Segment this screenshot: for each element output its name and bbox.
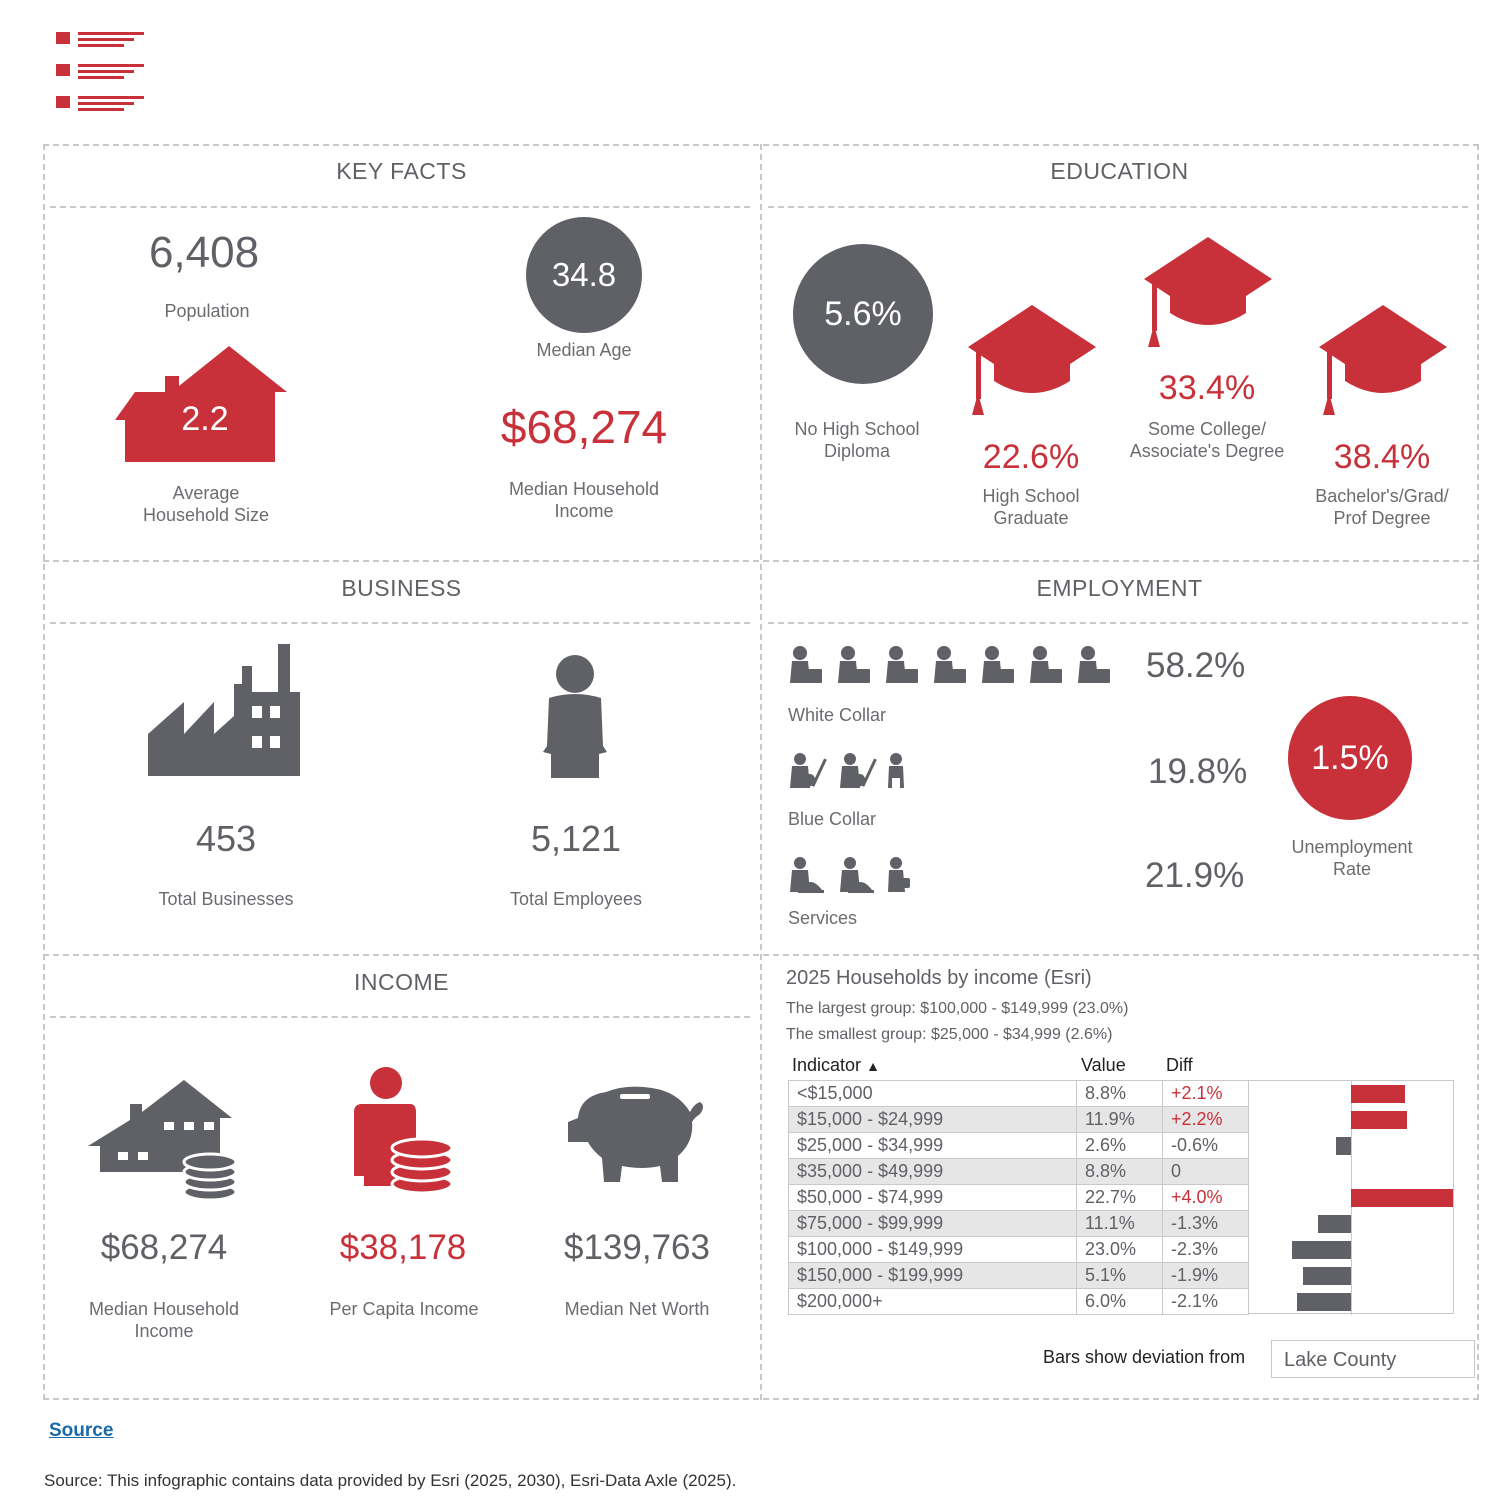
value-cell: 5.1% bbox=[1077, 1263, 1163, 1289]
diff-cell: +4.0% bbox=[1163, 1185, 1249, 1211]
white-collar-label: White Collar bbox=[788, 705, 887, 725]
diff-cell: -1.3% bbox=[1163, 1211, 1249, 1237]
avg-household-size-label-line2: Household Size bbox=[142, 505, 270, 525]
median-household-income-label-line1: Median Household bbox=[508, 479, 660, 499]
income-median-household-value: $68,274 bbox=[100, 1228, 228, 1267]
population-value: 6,408 bbox=[148, 228, 260, 277]
graduation-cap-icon bbox=[968, 305, 1096, 417]
bachelors-label-line2: Prof Degree bbox=[1333, 508, 1431, 528]
income-median-household-label-line2: Income bbox=[134, 1321, 194, 1341]
income-title: INCOME bbox=[354, 969, 449, 995]
key-facts-title-rule bbox=[50, 206, 750, 208]
diff-cell: -0.6% bbox=[1163, 1133, 1249, 1159]
indicator-cell: $50,000 - $74,999 bbox=[789, 1185, 1077, 1211]
graduation-cap-icon bbox=[1319, 305, 1447, 417]
value-cell: 8.8% bbox=[1077, 1159, 1163, 1185]
unemployment-label-line1: Unemployment bbox=[1291, 837, 1413, 857]
median-household-income-value: $68,274 bbox=[500, 401, 668, 453]
deviation-label: Bars show deviation from bbox=[1043, 1347, 1246, 1367]
total-employees-label: Total Employees bbox=[509, 889, 643, 909]
median-age-label: Median Age bbox=[536, 340, 632, 360]
factory-icon bbox=[148, 644, 302, 776]
per-capita-label: Per Capita Income bbox=[329, 1299, 479, 1319]
value-cell: 2.6% bbox=[1077, 1133, 1163, 1159]
total-employees-value: 5,121 bbox=[530, 818, 622, 859]
hs-grad-value: 22.6% bbox=[982, 438, 1080, 476]
income-title-rule bbox=[50, 1016, 750, 1018]
table-row bbox=[789, 1211, 1249, 1237]
unemployment-value: 1.5% bbox=[1311, 738, 1389, 777]
value-cell: 11.9% bbox=[1077, 1107, 1163, 1133]
value-cell: 23.0% bbox=[1077, 1237, 1163, 1263]
row-divider-2 bbox=[43, 954, 1479, 956]
total-businesses-label: Total Businesses bbox=[158, 889, 294, 909]
households-title: 2025 Households by income (Esri) bbox=[786, 967, 1092, 989]
table-row bbox=[789, 1107, 1249, 1133]
blue-collar-label: Blue Collar bbox=[788, 809, 877, 829]
diff-cell: -1.9% bbox=[1163, 1263, 1249, 1289]
education-title: EDUCATION bbox=[1050, 158, 1189, 184]
value-cell: 8.8% bbox=[1077, 1081, 1163, 1107]
no-hs-value: 5.6% bbox=[824, 294, 902, 333]
deviation-area-select[interactable]: Lake County bbox=[1271, 1340, 1475, 1378]
diff-cell: -2.1% bbox=[1163, 1289, 1249, 1315]
bachelors-value: 38.4% bbox=[1333, 438, 1431, 476]
employment-title: EMPLOYMENT bbox=[1036, 575, 1203, 601]
services-value: 21.9% bbox=[1145, 856, 1245, 895]
deviation-bar bbox=[1351, 1085, 1405, 1103]
net-worth-label: Median Net Worth bbox=[564, 1299, 710, 1319]
center-divider bbox=[760, 144, 762, 1400]
hs-grad-label-line2: Graduate bbox=[993, 508, 1069, 528]
col-diff-header[interactable]: Diff bbox=[1166, 1055, 1193, 1075]
deviation-bar-chart bbox=[1249, 1080, 1454, 1314]
deviation-bar bbox=[1303, 1267, 1351, 1285]
avg-household-size-label-line1: Average bbox=[172, 483, 240, 503]
some-college-label-line1: Some College/ bbox=[1147, 419, 1267, 439]
value-cell: 6.0% bbox=[1077, 1289, 1163, 1315]
sort-ascending-icon: ▲ bbox=[866, 1058, 880, 1074]
person-with-coins-icon bbox=[350, 1066, 456, 1196]
diff-cell: 0 bbox=[1163, 1159, 1249, 1185]
indicator-cell: $75,000 - $99,999 bbox=[789, 1211, 1077, 1237]
some-college-label-line2: Associate's Degree bbox=[1129, 441, 1285, 461]
row-divider-1 bbox=[43, 560, 1479, 562]
footer-source-text: Source: This infographic contains data provided by Esri (2025, 2030), Esri-Data Axle (2025). bbox=[44, 1471, 737, 1490]
houses-with-coins-icon bbox=[88, 1080, 240, 1202]
person-icon bbox=[539, 654, 611, 778]
business-title: BUSINESS bbox=[341, 575, 462, 601]
deviation-bar bbox=[1292, 1241, 1351, 1259]
table-row bbox=[789, 1185, 1249, 1211]
table-row bbox=[789, 1263, 1249, 1289]
diff-cell: +2.2% bbox=[1163, 1107, 1249, 1133]
list-logo-icon bbox=[54, 30, 146, 112]
deviation-bar bbox=[1351, 1111, 1407, 1129]
diff-cell: -2.3% bbox=[1163, 1237, 1249, 1263]
education-title-rule bbox=[768, 206, 1468, 208]
income-median-household-label-line1: Median Household bbox=[88, 1299, 240, 1319]
employment-title-rule bbox=[768, 622, 1468, 624]
deviation-bar bbox=[1351, 1189, 1453, 1207]
indicator-cell: $150,000 - $199,999 bbox=[789, 1263, 1077, 1289]
per-capita-value: $38,178 bbox=[339, 1228, 467, 1267]
services-label: Services bbox=[788, 908, 858, 928]
col-indicator-header[interactable]: Indicator ▲ bbox=[792, 1055, 880, 1075]
table-row bbox=[789, 1133, 1249, 1159]
indicator-cell: $35,000 - $49,999 bbox=[789, 1159, 1077, 1185]
hs-grad-label-line1: High School bbox=[982, 486, 1080, 506]
deviation-bar bbox=[1336, 1137, 1351, 1155]
households-largest: The largest group: $100,000 - $149,999 (23.0%) bbox=[786, 1000, 1129, 1017]
indicator-cell: $15,000 - $24,999 bbox=[789, 1107, 1077, 1133]
avg-household-size-value: 2.2 bbox=[181, 400, 229, 438]
white-collar-icons bbox=[788, 645, 1118, 687]
population-label: Population bbox=[164, 301, 250, 321]
no-hs-circle bbox=[793, 244, 933, 384]
no-hs-label-line1: No High School bbox=[794, 419, 920, 439]
indicator-cell: $100,000 - $149,999 bbox=[789, 1237, 1077, 1263]
no-hs-label-line2: Diploma bbox=[823, 441, 891, 461]
median-household-income-label-line2: Income bbox=[554, 501, 614, 521]
indicator-cell: $200,000+ bbox=[789, 1289, 1077, 1315]
blue-collar-icons bbox=[790, 752, 920, 792]
deviation-bar bbox=[1318, 1215, 1351, 1233]
table-row bbox=[789, 1081, 1249, 1107]
piggy-bank-icon bbox=[566, 1082, 706, 1184]
blue-collar-value: 19.8% bbox=[1148, 752, 1248, 791]
indicator-cell: $25,000 - $34,999 bbox=[789, 1133, 1077, 1159]
deviation-bar bbox=[1297, 1293, 1351, 1311]
value-cell: 22.7% bbox=[1077, 1185, 1163, 1211]
table-row bbox=[789, 1289, 1249, 1315]
households-income-table bbox=[788, 1080, 1249, 1315]
indicator-cell: <$15,000 bbox=[789, 1081, 1077, 1107]
table-row bbox=[789, 1237, 1249, 1263]
unemployment-label-line2: Rate bbox=[1332, 859, 1372, 879]
services-icons bbox=[790, 856, 920, 894]
total-businesses-value: 453 bbox=[195, 818, 257, 859]
net-worth-value: $139,763 bbox=[564, 1228, 710, 1267]
col-value-header[interactable]: Value bbox=[1081, 1055, 1126, 1075]
value-cell: 11.1% bbox=[1077, 1211, 1163, 1237]
diff-cell: +2.1% bbox=[1163, 1081, 1249, 1107]
table-row bbox=[789, 1159, 1249, 1185]
source-link[interactable]: Source bbox=[49, 1420, 114, 1441]
graduation-cap-icon bbox=[1144, 237, 1272, 349]
bachelors-label-line1: Bachelor's/Grad/ bbox=[1315, 486, 1449, 506]
median-age-circle bbox=[526, 217, 642, 333]
unemployment-circle bbox=[1288, 696, 1412, 820]
some-college-value: 33.4% bbox=[1158, 369, 1256, 407]
business-title-rule bbox=[50, 622, 750, 624]
key-facts-title: KEY FACTS bbox=[336, 158, 467, 184]
households-smallest: The smallest group: $25,000 - $34,999 (2.6%) bbox=[786, 1026, 1113, 1043]
white-collar-value: 58.2% bbox=[1146, 646, 1246, 685]
median-age-value: 34.8 bbox=[551, 256, 617, 293]
